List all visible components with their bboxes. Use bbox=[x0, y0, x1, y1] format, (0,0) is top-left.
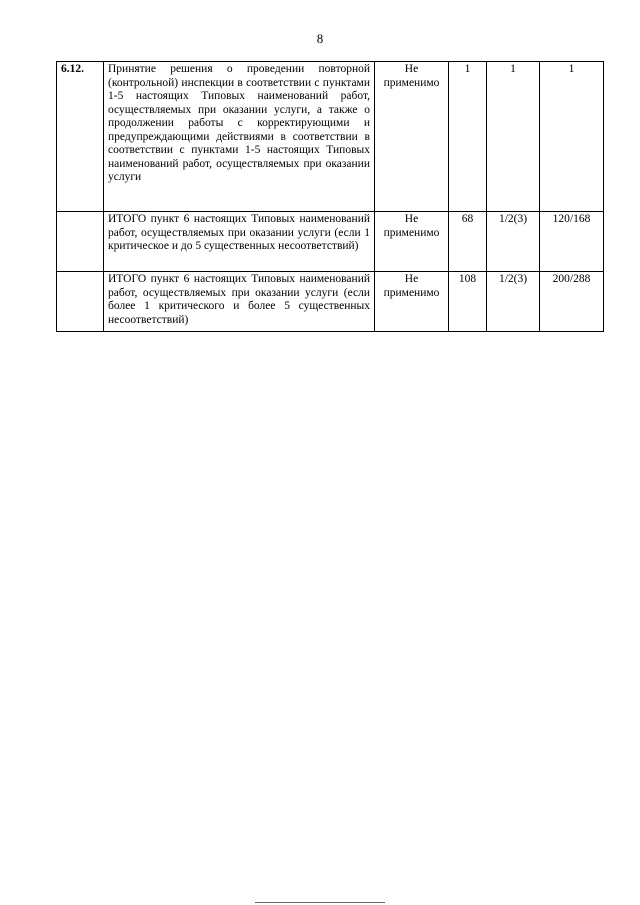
table-row bbox=[57, 272, 604, 332]
row-value-2: 1/2(3) bbox=[487, 272, 540, 332]
row-description: ИТОГО пункт 6 настоящих Типовых наименований работ, осуществляемых при оказании услуги (если более 1 критического и более 5 существенных несоответствий) bbox=[104, 272, 375, 332]
row-number bbox=[57, 272, 104, 332]
row-value-2: 1/2(3) bbox=[487, 212, 540, 272]
row-description: Принятие решения о проведении повторной (контрольной) инспекции в соответствии с пунктами 1-5 настоящих Типовых наименований работ, осуществляемых при оказании услуги, а также о продолжении работы с корректирующими и предупреждающими действиями в соответствии в соответствии с пунктами 1-5 настоящих Типовых наименований работ, осуществляемых при оказании услуги bbox=[104, 62, 375, 212]
row-value-2: 1 bbox=[487, 62, 540, 212]
row-value-3: 120/168 bbox=[540, 212, 604, 272]
table-row bbox=[57, 212, 604, 272]
row-number bbox=[57, 212, 104, 272]
row-value-1: 1 bbox=[449, 62, 487, 212]
table-row bbox=[57, 62, 604, 212]
row-value-1: 108 bbox=[449, 272, 487, 332]
works-table bbox=[56, 61, 604, 332]
page-number: 8 bbox=[316, 31, 324, 46]
row-number: 6.12. bbox=[57, 62, 104, 212]
scan-edge-line bbox=[255, 902, 385, 903]
row-applicability: Не применимо bbox=[375, 212, 449, 272]
row-value-3: 1 bbox=[540, 62, 604, 212]
row-applicability: Не применимо bbox=[375, 62, 449, 212]
row-value-3: 200/288 bbox=[540, 272, 604, 332]
row-description: ИТОГО пункт 6 настоящих Типовых наименований работ, осуществляемых при оказании услуги (если 1 критическое и до 5 существенных несоответствий) bbox=[104, 212, 375, 272]
row-applicability: Не применимо bbox=[375, 272, 449, 332]
row-value-1: 68 bbox=[449, 212, 487, 272]
